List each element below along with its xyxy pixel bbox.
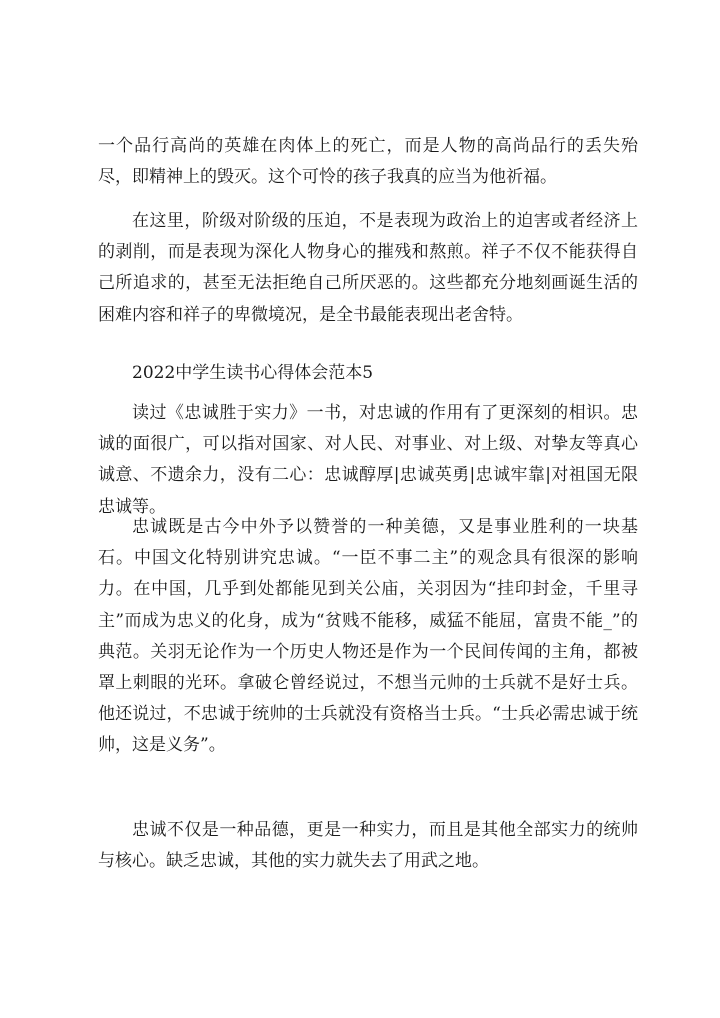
paragraph-class-oppression: 在这里，阶级对阶级的压迫，不是表现为政治上的迫害或者经济上的剥削，而是表现为深化人物身心的摧残和熬煎。祥子不仅不能获得自己所追求的，甚至无法拒绝自己所厌恶的。这些都充分地刻画诞生活的困难内容和祥子的卑微境况，是全书最能表现出老舍特。 <box>98 211 638 325</box>
paragraph-loyalty-ability: 忠诚不仅是一种品德，更是一种实力，而且是其他全部实力的统帅与核心。缺乏忠诚，其他的实力就失去了用武之地。 <box>98 820 638 872</box>
paragraph-loyalty-virtue: 忠诚既是古今中外予以赞誉的一种美德，又是事业胜利的一块基石。中国文化特别讲究忠诚。“一臣不事二主”的观念具有很深的影响力。在中国，几乎到处都能见到关公庙，关羽因为“挂印封金，千里寻主”而成为忠义的化身，成为“贫贱不能移，威猛不能屈，富贵不能_”的典范。关羽无论作为一个历史人物还是作为一个民间传闻的主角，都被罩上刺眼的光环。拿破仑曾经说过，不想当元帅的士兵就不是好士兵。他还说过，不忠诚于统帅的士兵就没有资格当士兵。“士兵必需忠诚于统帅，这是义务”。 <box>98 517 638 756</box>
paragraph-continuation-hero: 一个品行高尚的英雄在肉体上的死亡，而是人物的高尚品行的丢失殆尽，即精神上的毁灭。这个可怜的孩子我真的应当为他祈福。 <box>98 136 638 188</box>
section-heading: 2022中学生读书心得体会范本5 <box>132 363 374 383</box>
paragraph-loyalty-intro: 读过《忠诚胜于实力》一书，对忠诚的作用有了更深刻的相识。忠诚的面很广，可以指对国家、对人民、对事业、对上级、对挚友等真心诚意、不遗余力，没有二心：忠诚醇厚|忠诚英勇|忠诚牢靠|对祖国无限忠诚等。 <box>98 403 638 517</box>
